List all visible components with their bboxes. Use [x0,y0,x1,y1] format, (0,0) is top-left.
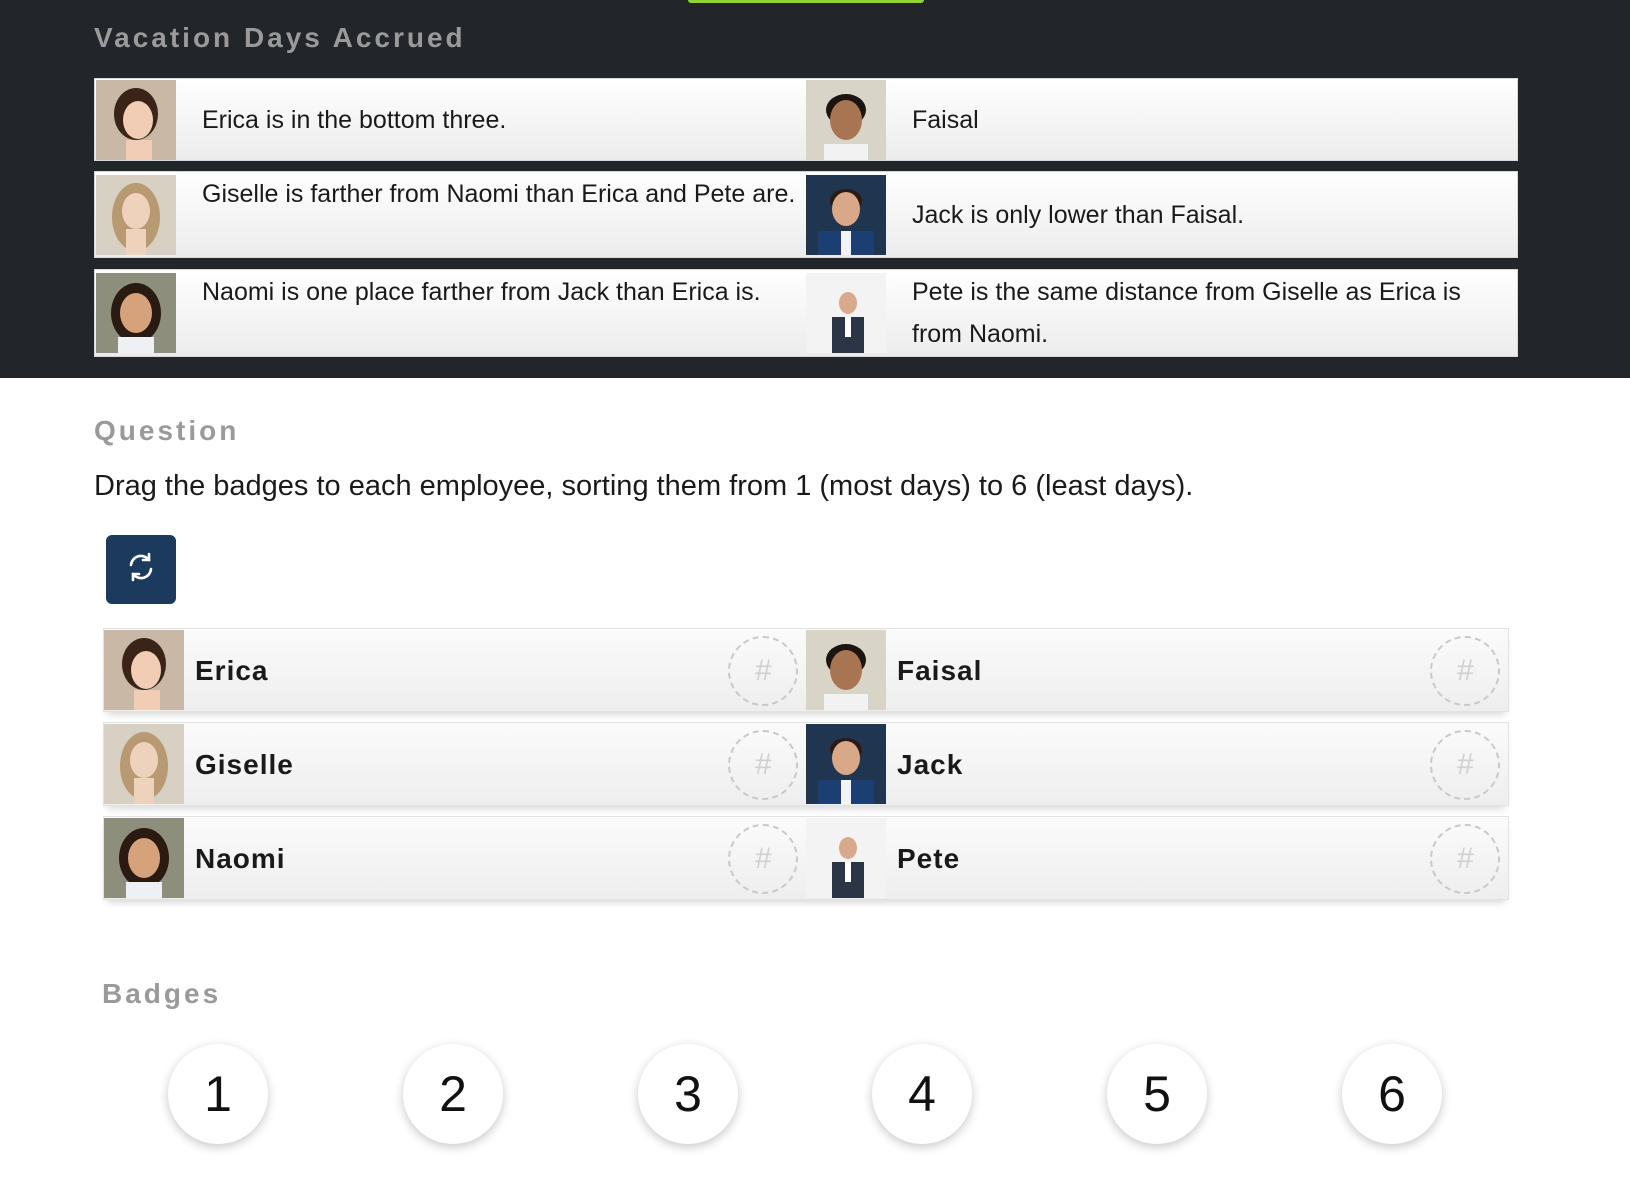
employee-row [103,722,1509,806]
clue-text: Jack is only lower than Faisal. [912,201,1245,229]
employee-name: Giselle [195,749,294,780]
avatar-faisal [806,80,886,160]
avatar-naomi [96,273,176,353]
top-accent-bar [688,0,924,3]
badge-drop-slot[interactable]: # [728,636,798,706]
avatar-faisal [806,630,886,710]
question-heading: Question [94,415,240,446]
employee-name: Erica [195,655,269,686]
badges-heading: Badges [102,978,222,1009]
badge-4[interactable]: 4 [872,1044,972,1144]
avatar-pete [806,273,886,353]
clue-text: Erica is in the bottom three. [202,106,507,134]
clue-row [94,171,1518,258]
badge-drop-slot[interactable]: # [1430,636,1500,706]
avatar-giselle [104,724,184,804]
avatar-erica [104,630,184,710]
avatar-pete [806,818,886,898]
badge-5[interactable]: 5 [1107,1044,1207,1144]
avatar-erica [96,80,176,160]
avatar-giselle [96,175,176,255]
badge-drop-slot[interactable]: # [1430,824,1500,894]
badge-6[interactable]: 6 [1342,1044,1442,1144]
employee-name: Faisal [897,655,983,686]
avatar-naomi [104,818,184,898]
employee-name: Naomi [195,843,286,874]
employee-row [103,816,1509,900]
employee-name: Jack [897,749,964,780]
clue-text: Giselle is farther from Naomi than Erica and Pete are. [202,180,796,208]
employee-row [103,628,1509,712]
badge-drop-slot[interactable]: # [1430,730,1500,800]
badge-drop-slot[interactable]: # [728,730,798,800]
badge-drop-slot[interactable]: # [728,824,798,894]
clue-text: Pete is the same distance from Giselle as Erica is from Naomi. [912,278,1461,348]
clues-title: Vacation Days Accrued [94,22,466,53]
clues-panel [0,0,1630,378]
badge-1[interactable]: 1 [168,1044,268,1144]
clue-row [94,269,1518,357]
clue-row [94,78,1518,161]
employee-name: Pete [897,843,961,874]
clue-text: Faisal [912,106,979,134]
question-text: Drag the badges to each employee, sorting them from 1 (most days) to 6 (least days). [94,470,1194,502]
badge-3[interactable]: 3 [638,1044,738,1144]
avatar-jack [806,175,886,255]
badge-2[interactable]: 2 [403,1044,503,1144]
clue-text: Naomi is one place farther from Jack than Erica is. [202,278,761,306]
refresh-icon [125,551,157,588]
avatar-jack [806,724,886,804]
reset-button[interactable] [106,535,176,604]
